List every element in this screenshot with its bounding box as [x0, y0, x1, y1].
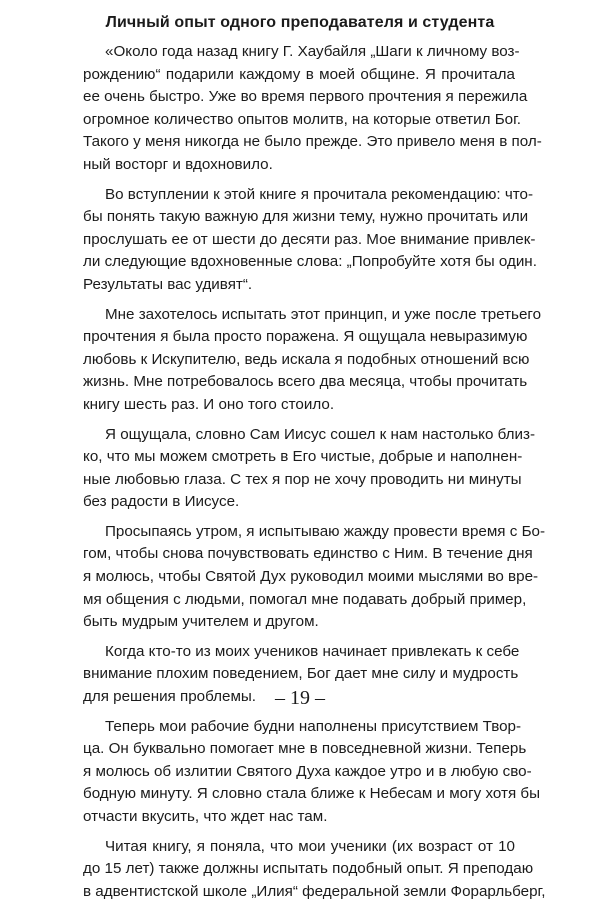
text-line: без радости в Иисусе.: [83, 493, 240, 511]
text-line: бы понять такую важную для жизни тему, нужно прочитать или: [83, 208, 529, 226]
text-line: ный восторг и вдохновило.: [83, 155, 273, 173]
text-line: мя общения с людьми, помогал мне подавать добрый пример,: [83, 590, 527, 608]
text-line: ко, что мы можем смотреть в Его чистые, добрые и наполнен-: [83, 448, 523, 466]
paragraph: [83, 836, 546, 904]
text-line: Просыпаясь утром, я испытываю жажду провести время с Бо-: [105, 522, 546, 540]
text-line: прочтения я была просто поражена. Я ощущала невыразимую: [83, 328, 528, 346]
text-line: для решения проблемы.: [83, 688, 257, 706]
text-line: Теперь мои рабочие будни наполнены присутствием Твор-: [105, 717, 522, 735]
body-text: [83, 41, 546, 910]
text-line: до 15 лет) также должны испытать подобный опыт. Я преподаю: [83, 860, 534, 878]
text-line: «Около года назад книгу Г. Хаубайля „Шаги к личному воз-: [105, 43, 520, 60]
text-line: ца. Он буквально помогает мне в повседневной жизни. Теперь: [83, 740, 527, 758]
text-line: гом, чтобы снова почувствовать единство с Ним. В течение дня: [83, 545, 533, 563]
text-line: ли следующие вдохновенные слова: „Попробуйте хотя бы один.: [83, 253, 537, 271]
text-line: любовь к Искупителю, ведь искала я подобных отношений всю: [83, 350, 530, 368]
text-line: отчасти вкусить, что ждет нас там.: [83, 808, 328, 825]
text-line: я молюсь об излитии Святого Духа каждое утро и в любую сво-: [83, 762, 532, 780]
text-line: ные любовью глаза. С тех я пор не хочу проводить ни минуты: [83, 470, 522, 488]
page-number: – 19 –: [275, 687, 325, 709]
paragraph: [83, 304, 542, 417]
text-line: Такого у меня никогда не было прежде. Это привело меня в пол-: [83, 133, 542, 151]
paragraph: [83, 521, 546, 634]
text-line: я молюсь, чтобы Святой Дух руководил моими мыслями во вре-: [83, 568, 539, 586]
text-line: Когда кто-то из моих учеников начинает привлекать к себе: [105, 642, 520, 660]
text-line: рождению“ подарили каждому в моей общине. Я прочитала: [83, 65, 515, 83]
text-line: в адвентистской школе „Илия“ федеральной земли Форарльберг,: [83, 882, 546, 900]
text-line: жизнь. Мне потребовалось всего два месяца, чтобы прочитать: [83, 373, 528, 391]
text-line: Мне захотелось испытать этот принцип, и уже после третьего: [105, 305, 542, 323]
paragraph: [83, 424, 535, 514]
text-line: Во вступлении к этой книге я прочитала рекомендацию: что-: [105, 185, 534, 203]
text-line: Читая книгу, я поняла, что мои ученики (их возраст от 10: [105, 837, 515, 855]
section-title: Личный опыт одного преподавателя и студента: [105, 14, 495, 31]
text-line: книгу шесть раз. И оно того стоило.: [83, 395, 335, 413]
text-line: Я ощущала, словно Сам Иисус сошел к нам настолько близ-: [105, 425, 535, 443]
text-line: огромное количество опытов молитв, на которые ответил Бог.: [83, 110, 522, 128]
text-line: бодную минуту. Я словно стала ближе к Небесам и могу хотя бы: [83, 785, 541, 803]
paragraph: [83, 184, 537, 297]
paragraph: [83, 716, 541, 829]
text-line: внимание плохим поведением, Бог дает мне силу и мудрость: [83, 665, 519, 683]
text-line: быть мудрым учителем и другом.: [83, 613, 319, 631]
text-line: ее очень быстро. Уже во время первого прочтения я пережила: [83, 88, 528, 106]
paragraph: [83, 41, 542, 177]
text-line: прослушать ее от шести до десяти раз. Мое внимание привлек-: [83, 230, 536, 248]
text-line: Результаты вас удивят“.: [83, 275, 253, 293]
